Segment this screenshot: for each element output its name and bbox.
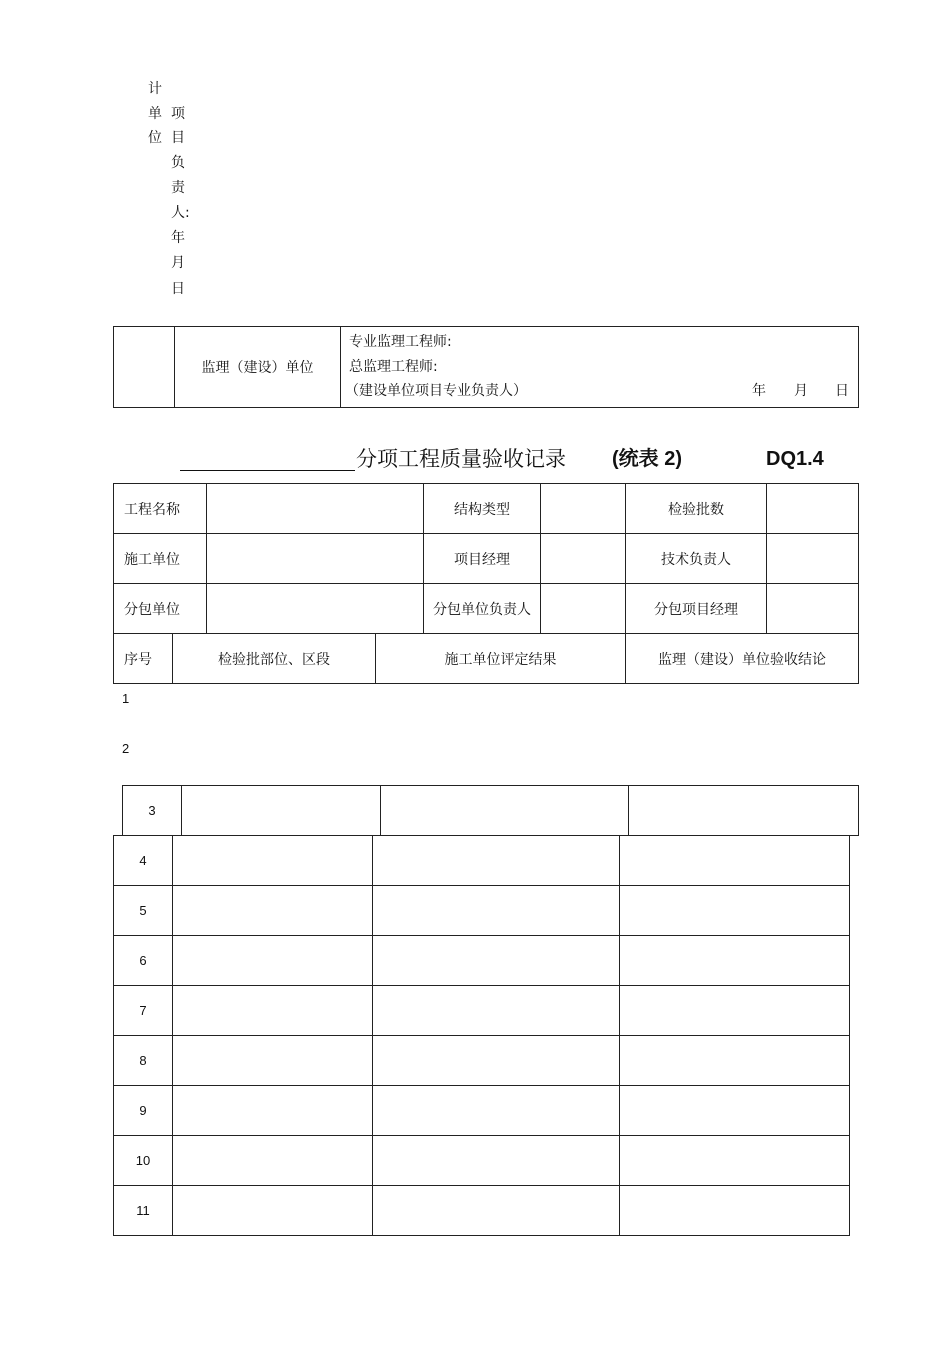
date-day: 日 bbox=[835, 383, 849, 399]
row-number: 8 bbox=[114, 1036, 173, 1086]
info-table bbox=[113, 483, 859, 634]
vertical-char: 人: bbox=[171, 205, 190, 221]
row-number: 3 bbox=[123, 786, 182, 836]
date-year: 年 bbox=[752, 383, 766, 399]
tech-lead-field[interactable] bbox=[767, 534, 859, 584]
vertical-char: 计 bbox=[148, 81, 162, 97]
row-number: 4 bbox=[114, 836, 173, 886]
table-row bbox=[123, 786, 859, 836]
vertical-char: 单 bbox=[148, 106, 162, 122]
project-manager-field[interactable] bbox=[541, 534, 626, 584]
construction-result-cell[interactable] bbox=[373, 1136, 620, 1186]
header-location: 检验批部位、区段 bbox=[173, 634, 376, 684]
date-month: 月 bbox=[794, 383, 808, 399]
vertical-char: 负 bbox=[171, 155, 185, 171]
sub-pm-label: 分包项目经理 bbox=[626, 584, 767, 634]
header-no: 序号 bbox=[114, 634, 173, 684]
table-row bbox=[114, 1186, 850, 1236]
construction-unit-label: 施工单位 bbox=[114, 534, 207, 584]
location-cell[interactable] bbox=[173, 1136, 373, 1186]
construction-result-cell[interactable] bbox=[381, 786, 629, 836]
subcontractor-label: 分包单位 bbox=[114, 584, 207, 634]
page-title: 分项工程质量验收记录 bbox=[356, 447, 566, 471]
vertical-char: 责 bbox=[171, 180, 185, 196]
row-3-table bbox=[122, 785, 859, 836]
supervision-conclusion-cell[interactable] bbox=[620, 986, 850, 1036]
supervision-conclusion-cell[interactable] bbox=[620, 1186, 850, 1236]
location-cell[interactable] bbox=[182, 786, 381, 836]
vertical-char: 位 bbox=[148, 130, 162, 146]
table-row bbox=[114, 1036, 850, 1086]
supervision-unit-label: 监理（建设）单位 bbox=[175, 327, 341, 408]
construction-result-cell[interactable] bbox=[373, 986, 620, 1036]
construction-result-cell[interactable] bbox=[373, 886, 620, 936]
sub-lead-field[interactable] bbox=[541, 584, 626, 634]
location-cell[interactable] bbox=[173, 1186, 373, 1236]
location-cell[interactable] bbox=[173, 1086, 373, 1136]
title-blank-line bbox=[180, 470, 355, 471]
form-code: DQ1.4 bbox=[766, 448, 824, 470]
location-cell[interactable] bbox=[173, 886, 373, 936]
construction-unit-field[interactable] bbox=[207, 534, 424, 584]
row-number: 9 bbox=[114, 1086, 173, 1136]
table-row bbox=[114, 1086, 850, 1136]
supervision-conclusion-cell[interactable] bbox=[620, 1136, 850, 1186]
construction-result-cell[interactable] bbox=[373, 1086, 620, 1136]
table-row bbox=[114, 986, 850, 1036]
row-number: 7 bbox=[114, 986, 173, 1036]
vertical-char: 日 bbox=[171, 281, 185, 297]
supervision-signature-cell bbox=[341, 327, 859, 408]
supervision-conclusion-cell[interactable] bbox=[629, 786, 859, 836]
project-name-field[interactable] bbox=[207, 484, 424, 534]
vertical-char: 目 bbox=[171, 130, 185, 146]
project-name-label: 工程名称 bbox=[114, 484, 207, 534]
location-cell[interactable] bbox=[173, 936, 373, 986]
tech-lead-label: 技术负责人 bbox=[626, 534, 767, 584]
row-number: 1 bbox=[122, 691, 130, 706]
header-supervision-conclusion: 监理（建设）单位验收结论 bbox=[626, 634, 859, 684]
location-cell[interactable] bbox=[173, 836, 373, 886]
list-header-table bbox=[113, 633, 859, 684]
subcontractor-field[interactable] bbox=[207, 584, 424, 634]
row-number: 11 bbox=[114, 1186, 173, 1236]
supervision-conclusion-cell[interactable] bbox=[620, 1086, 850, 1136]
location-cell[interactable] bbox=[173, 1036, 373, 1086]
construction-result-cell[interactable] bbox=[373, 836, 620, 886]
vertical-char: 项 bbox=[171, 106, 185, 122]
page-subtitle: (统表 2) bbox=[612, 448, 682, 470]
header-construction-result: 施工单位评定结果 bbox=[376, 634, 626, 684]
chief-supervisor-label: 总监理工程师: bbox=[349, 359, 438, 375]
supervisor-engineer-label: 专业监理工程师: bbox=[349, 334, 452, 350]
table-row bbox=[114, 836, 850, 886]
vertical-char: 月 bbox=[171, 255, 185, 271]
table-row bbox=[114, 886, 850, 936]
table-row bbox=[114, 936, 850, 986]
row-number: 2 bbox=[122, 741, 130, 756]
sub-lead-label: 分包单位负责人 bbox=[424, 584, 541, 634]
owner-lead-label: （建设单位项目专业负责人） bbox=[345, 383, 527, 399]
construction-result-cell[interactable] bbox=[373, 936, 620, 986]
sub-pm-field[interactable] bbox=[767, 584, 859, 634]
batch-count-field[interactable] bbox=[767, 484, 859, 534]
structure-type-field[interactable] bbox=[541, 484, 626, 534]
table-row bbox=[114, 1136, 850, 1186]
vertical-char: 年 bbox=[171, 230, 185, 246]
location-cell[interactable] bbox=[173, 986, 373, 1036]
empty-cell bbox=[114, 327, 175, 408]
supervision-conclusion-cell[interactable] bbox=[620, 886, 850, 936]
structure-type-label: 结构类型 bbox=[424, 484, 541, 534]
construction-result-cell[interactable] bbox=[373, 1036, 620, 1086]
construction-result-cell[interactable] bbox=[373, 1186, 620, 1236]
supervision-conclusion-cell[interactable] bbox=[620, 1036, 850, 1086]
project-manager-label: 项目经理 bbox=[424, 534, 541, 584]
supervision-conclusion-cell[interactable] bbox=[620, 936, 850, 986]
row-number: 6 bbox=[114, 936, 173, 986]
supervision-table bbox=[113, 326, 859, 408]
row-number: 5 bbox=[114, 886, 173, 936]
rows-table bbox=[113, 835, 850, 1236]
row-number: 10 bbox=[114, 1136, 173, 1186]
batch-count-label: 检验批数 bbox=[626, 484, 767, 534]
supervision-conclusion-cell[interactable] bbox=[620, 836, 850, 886]
